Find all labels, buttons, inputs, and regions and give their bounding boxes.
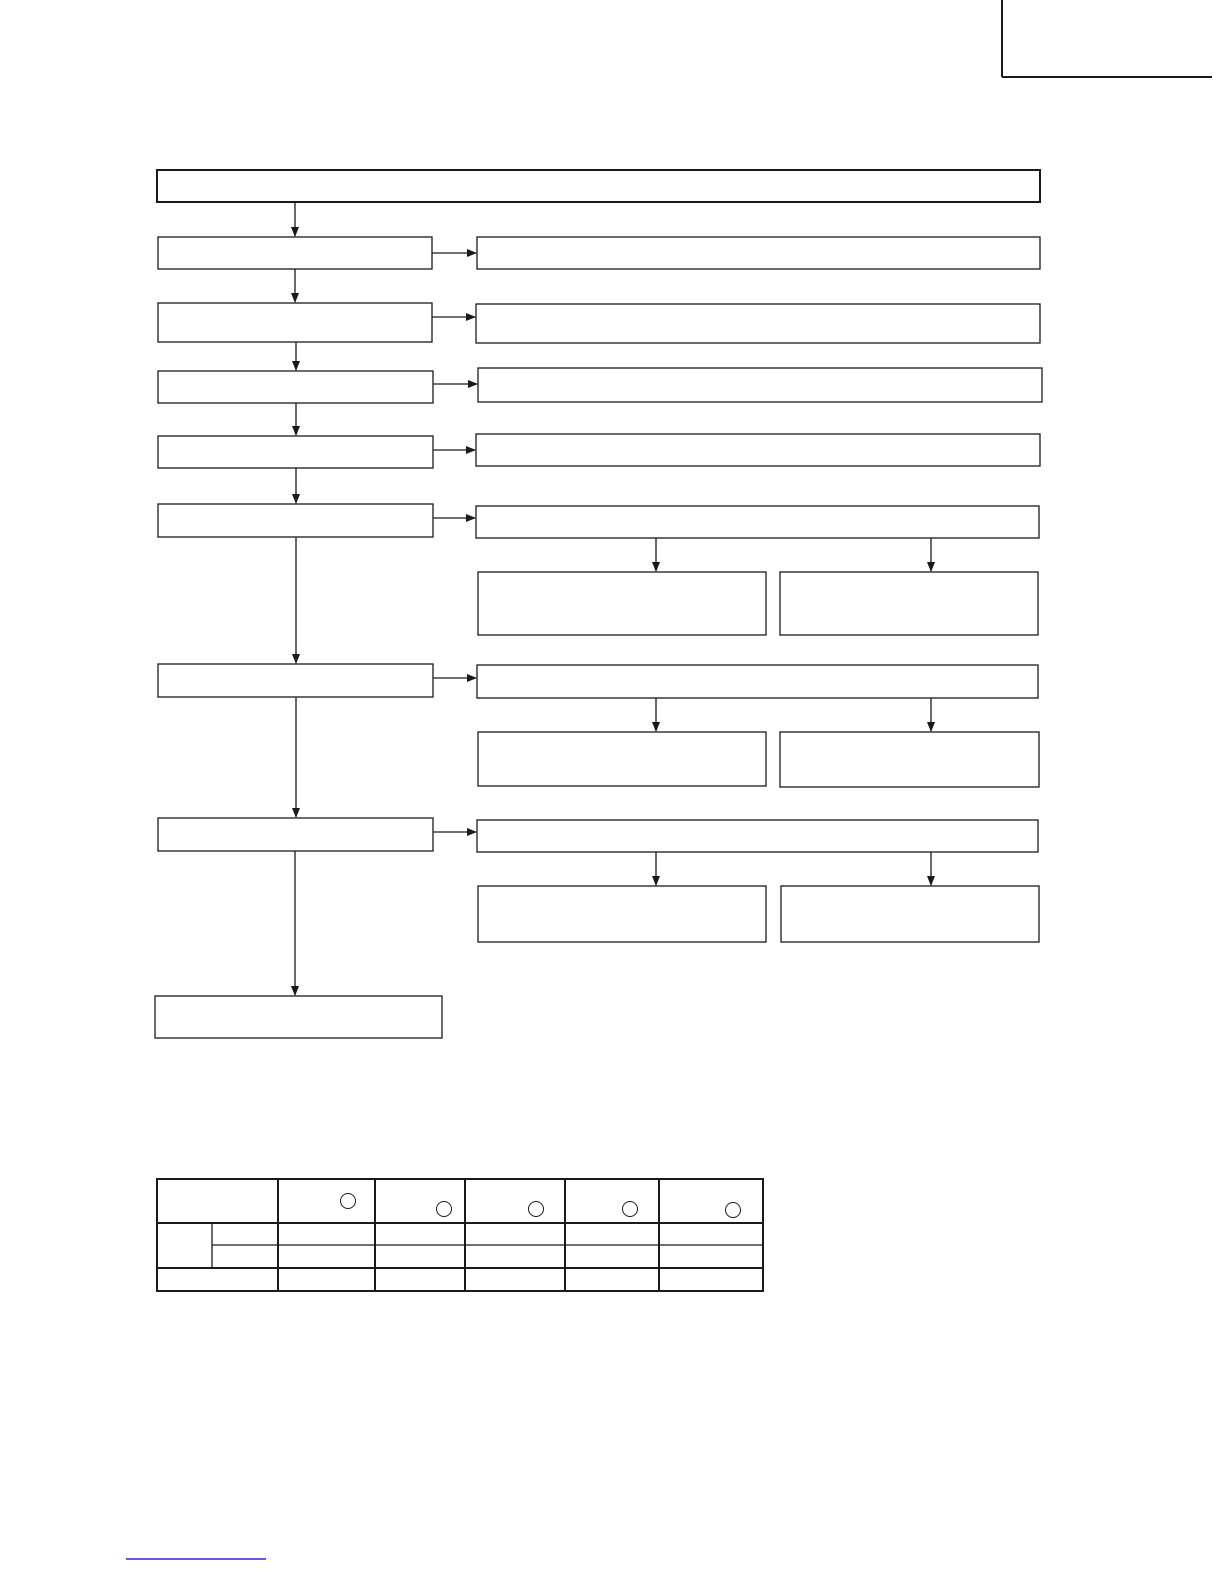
final-step-box xyxy=(155,996,442,1038)
header-circle-mark-3 xyxy=(529,1202,544,1217)
step-box-7 xyxy=(158,818,433,851)
header-circle-mark-4 xyxy=(623,1202,638,1217)
branch-box-7a xyxy=(478,886,766,942)
step-box-5 xyxy=(158,504,433,537)
flowchart-header-box xyxy=(157,170,1040,202)
result-box-5 xyxy=(476,506,1039,538)
branch-box-7b xyxy=(781,886,1039,942)
branch-box-6b xyxy=(780,732,1039,787)
result-box-6 xyxy=(477,665,1038,698)
result-box-3 xyxy=(478,368,1042,402)
step-box-6 xyxy=(158,664,433,697)
step-box-1 xyxy=(158,237,432,269)
branch-boxes xyxy=(478,572,1039,942)
result-box-7 xyxy=(477,820,1038,852)
result-box-4 xyxy=(476,434,1040,466)
table-outline xyxy=(157,1179,763,1291)
step-box-3 xyxy=(158,371,433,403)
left-step-column xyxy=(155,237,442,1038)
branch-box-5a xyxy=(478,572,766,635)
step-box-2 xyxy=(158,303,432,342)
branch-box-6a xyxy=(478,732,766,786)
page-corner-mark xyxy=(1002,0,1212,77)
header-circle-mark-2 xyxy=(437,1202,452,1217)
result-box-1 xyxy=(477,237,1040,269)
horizontal-connectors xyxy=(432,253,477,832)
branch-box-5b xyxy=(780,572,1038,635)
step-box-4 xyxy=(158,436,433,468)
result-box-2 xyxy=(476,304,1040,343)
header-circle-mark-5 xyxy=(726,1203,741,1218)
header-circle-mark-1 xyxy=(341,1194,356,1209)
reference-table xyxy=(157,1179,763,1291)
